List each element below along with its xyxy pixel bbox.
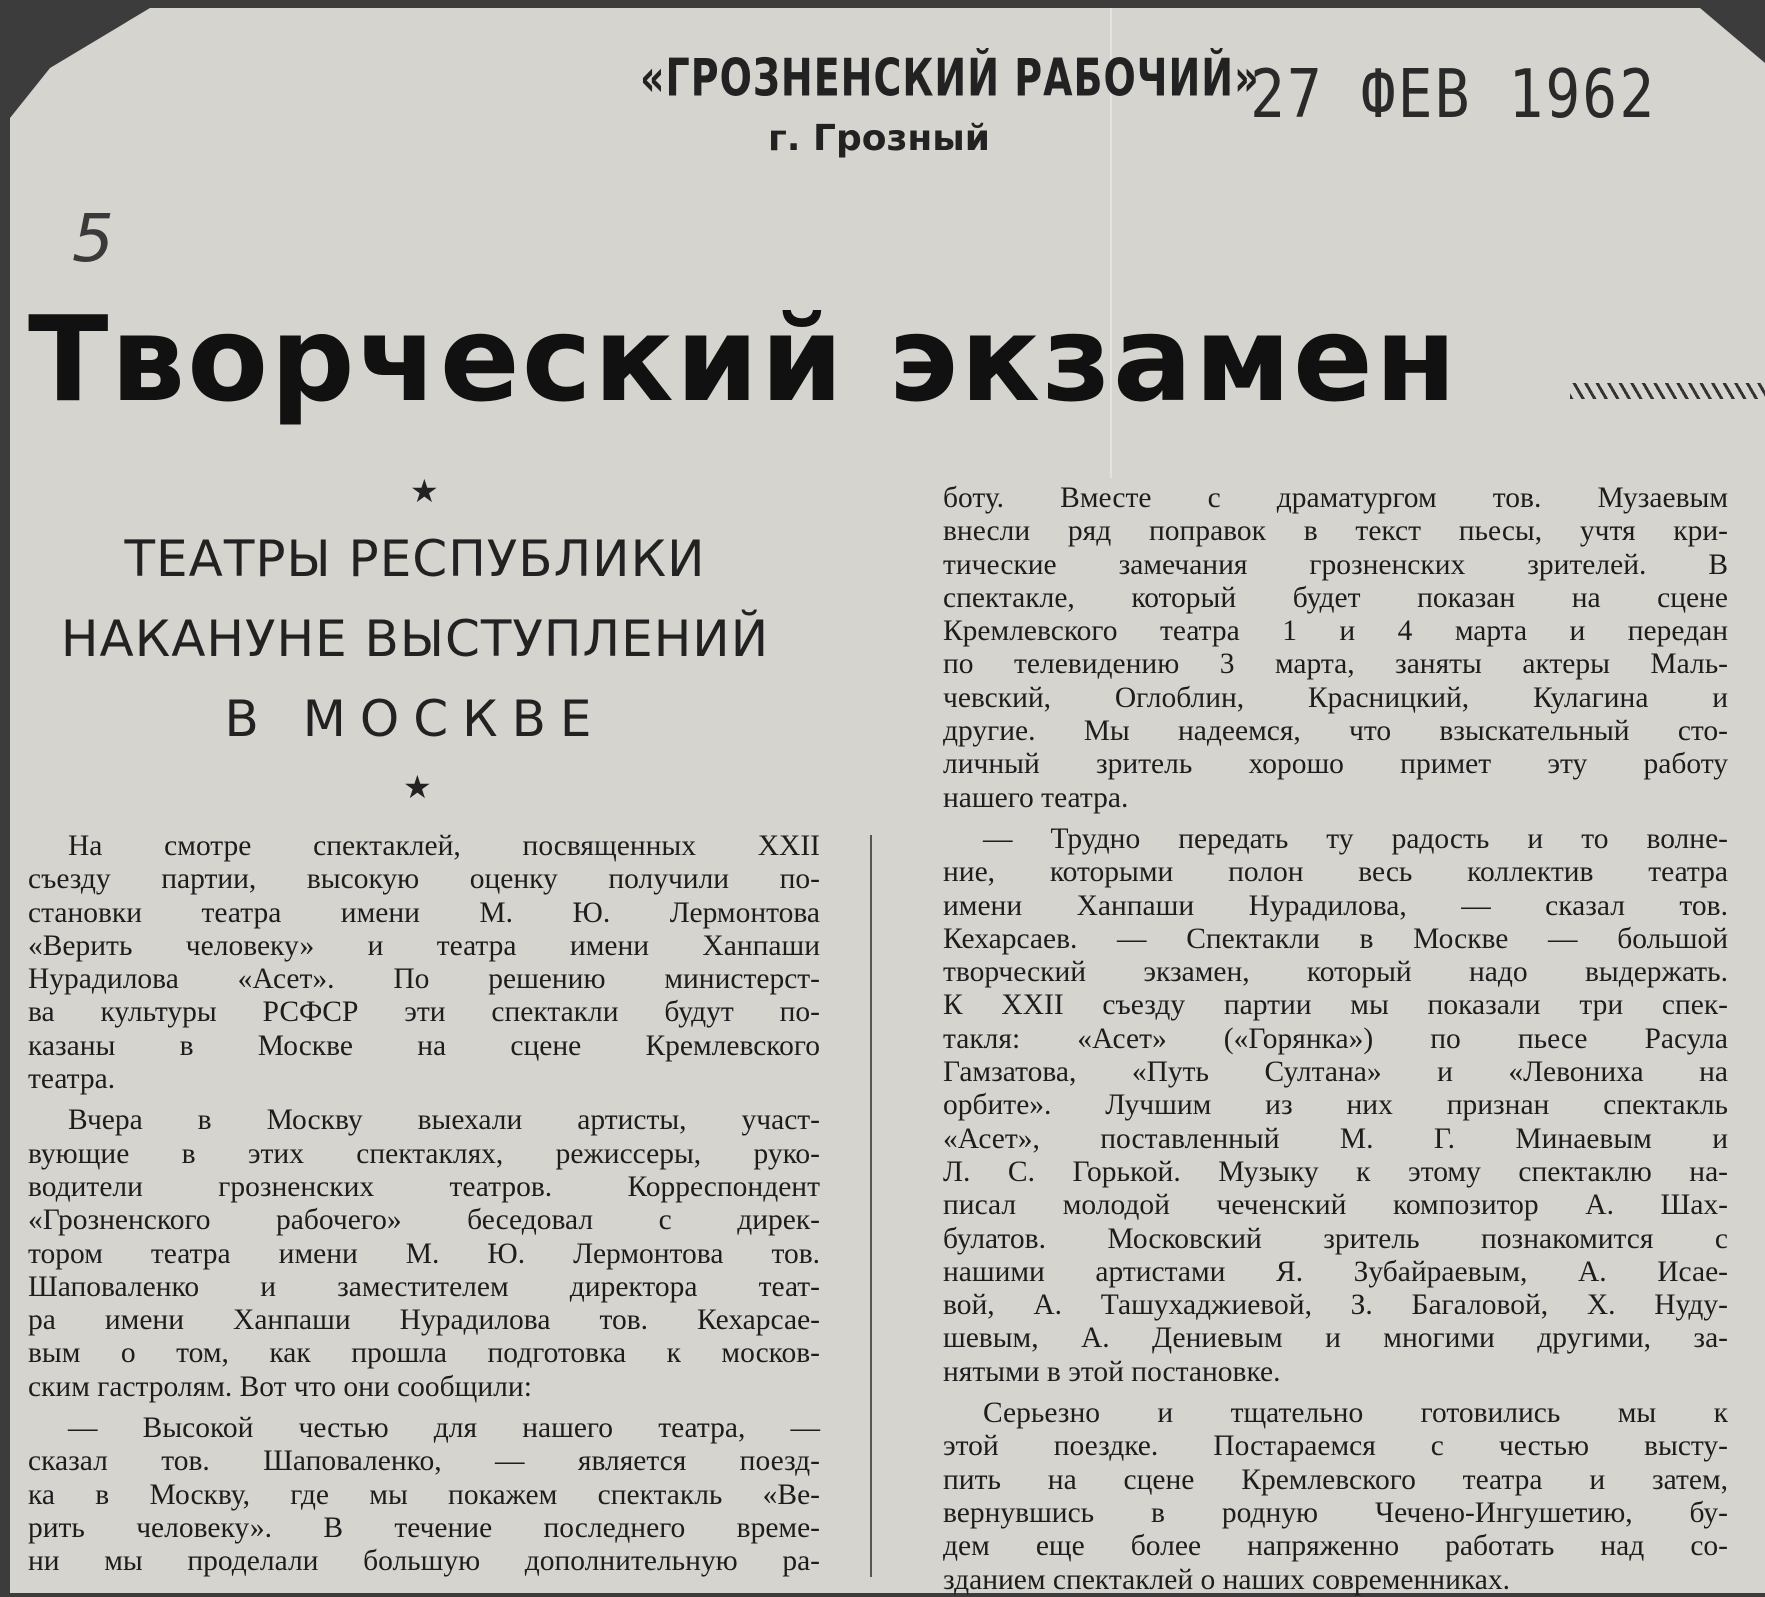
left-column-line: ка в Москву, где мы покажем спектакль «Ве- [28, 1478, 820, 1511]
left-column-line: сказал тов. Шаповаленко, — является поезд- [28, 1445, 820, 1478]
left-column-line: Нурадилова «Асет». По решению министерст- [28, 963, 820, 996]
left-column-line: театра. [28, 1063, 116, 1096]
right-column-line: вой, А. Ташухаджиевой, З. Багаловой, Х. Нуду- [943, 1289, 1728, 1322]
right-column-line: такля: «Асет» («Горянка») по пьесе Расула [943, 1022, 1728, 1055]
right-column-line: пить на сцене Кремлевского театра и затем, [943, 1463, 1728, 1496]
right-column-line: Кремлевского театра 1 и 4 марта и передан [943, 615, 1728, 648]
star-icon: ★ [410, 472, 439, 510]
star-icon: ★ [403, 768, 432, 806]
right-column-line: булатов. Московский зритель познакомится с [943, 1222, 1728, 1255]
left-column-line: На смотре спектаклей, посвященных XXII [68, 830, 820, 862]
right-column-line: боту. Вместе с драматургом тов. Музаевым [943, 482, 1728, 514]
left-column-line: «Грозненского рабочего» беседовал с дирек- [28, 1204, 820, 1237]
right-column-line: нятыми в этой постановке. [943, 1355, 1281, 1388]
left-column-line: «Верить человеку» и театра имени Ханпаши [28, 929, 820, 962]
right-column-line: К XXII съезду партии мы показали три спек- [943, 989, 1728, 1022]
right-column-line: «Асет», поставленный М. Г. Минаевым и [943, 1122, 1728, 1155]
right-column-line: этой поездке. Постараемся с честью высту- [943, 1430, 1728, 1463]
left-column-line: съезду партии, высокую оценку получили по- [28, 863, 820, 896]
right-column-line: имени Ханпаши Нурадилова, — сказал тов. [943, 889, 1728, 922]
left-column-line: ни мы проделали большую дополнительную ра- [28, 1545, 820, 1578]
right-column-line: Кехарсаев. — Спектакли в Москве — большой [943, 922, 1728, 955]
left-column [28, 830, 820, 1579]
left-column-line: Шаповаленко и заместителем директора теат- [28, 1270, 820, 1303]
right-column-line: вернувшись в родную Чечено-Ингушетию, бу- [943, 1496, 1728, 1529]
article-headline: Творческий экзамен [28, 290, 1459, 428]
date-stamp: 27 ФЕВ 1962 [1250, 55, 1657, 134]
left-column-line: ра имени Ханпаши Нурадилова тов. Кехарсае- [28, 1304, 820, 1337]
right-column-line: спектакле, который будет показан на сцене [943, 581, 1728, 614]
right-column-line: дем еще более напряженно работать над со- [943, 1530, 1728, 1563]
right-column-line: тические замечания грозненских зрителей. В [943, 548, 1728, 581]
left-column-line: казаны в Москве на сцене Кремлевского [28, 1029, 820, 1062]
left-column-line: рить человеку». В течение последнего време- [28, 1511, 820, 1544]
right-column-line: чевский, Оглоблин, Красницкий, Кулагина и [943, 681, 1728, 714]
subhead-line-2: НАКАНУНЕ ВЫСТУПЛЕНИЙ [60, 610, 770, 668]
left-column-line: вующие в этих спектаклях, режиссеры, руко- [28, 1137, 820, 1170]
newspaper-name: «ГРОЗНЕНСКИЙ РАБОЧИЙ» [640, 48, 1260, 108]
left-column-line: ва культуры РСФСР эти спектакли будут по- [28, 996, 820, 1029]
right-column-line: другие. Мы надеемся, что взыскательный сто- [943, 715, 1728, 748]
right-column-line: внесли ряд поправок в текст пьесы, учтя кри- [943, 515, 1728, 548]
left-column-line: становки театра имени М. Ю. Лермонтова [28, 896, 820, 929]
right-column-line: писал молодой чеченский композитор А. Шах- [943, 1189, 1728, 1222]
left-column-line: вым о том, как прошла подготовка к москов- [28, 1337, 820, 1370]
right-column-line: творческий экзамен, который надо выдержать. [943, 956, 1728, 989]
right-column-line: зданием спектаклей о наших современниках. [943, 1563, 1510, 1596]
left-column-line: ским гастролям. Вот что они сообщили: [28, 1370, 532, 1403]
left-column-line: тором театра имени М. Ю. Лермонтова тов. [28, 1237, 820, 1270]
left-column-line: водители грозненских театров. Корреспондент [28, 1170, 820, 1203]
subhead-line-1: ТЕАТРЫ РЕСПУБЛИКИ [124, 530, 706, 588]
right-column-line: личный зритель хорошо примет эту работу [943, 748, 1728, 781]
left-column-line: — Высокой честью для нашего театра, — [68, 1412, 820, 1445]
right-column-line: по телевидению 3 марта, заняты актеры Маль- [943, 648, 1728, 681]
right-column-line: — Трудно передать ту радость и то волне- [983, 822, 1728, 855]
right-column-line: шевым, А. Дениевым и многими другими, за- [943, 1322, 1728, 1355]
column-divider [870, 835, 872, 1577]
right-column-line: Серьезно и тщательно готовились мы к [983, 1397, 1728, 1430]
left-column-line: Вчера в Москву выехали артисты, участ- [68, 1104, 820, 1137]
right-column-line: нашими артистами Я. Зубайраевым, А. Исае- [943, 1255, 1728, 1288]
right-column-line: Л. С. Горькой. Музыку к этому спектаклю на- [943, 1155, 1728, 1188]
right-column [943, 482, 1728, 1597]
pencil-mark: 5 [72, 200, 114, 277]
right-column-line: Гамзатова, «Путь Султана» и «Левониха на [943, 1056, 1728, 1089]
wavy-rule-decoration [1570, 383, 1765, 399]
right-column-line: нашего театра. [943, 781, 1129, 814]
right-column-line: ние, которыми полон весь коллектив театра [943, 856, 1728, 889]
city-line: г. Грозный [768, 118, 991, 159]
right-column-line: орбите». Лучшим из них признан спектакль [943, 1089, 1728, 1122]
subhead-line-3: В МОСКВЕ [224, 690, 606, 748]
